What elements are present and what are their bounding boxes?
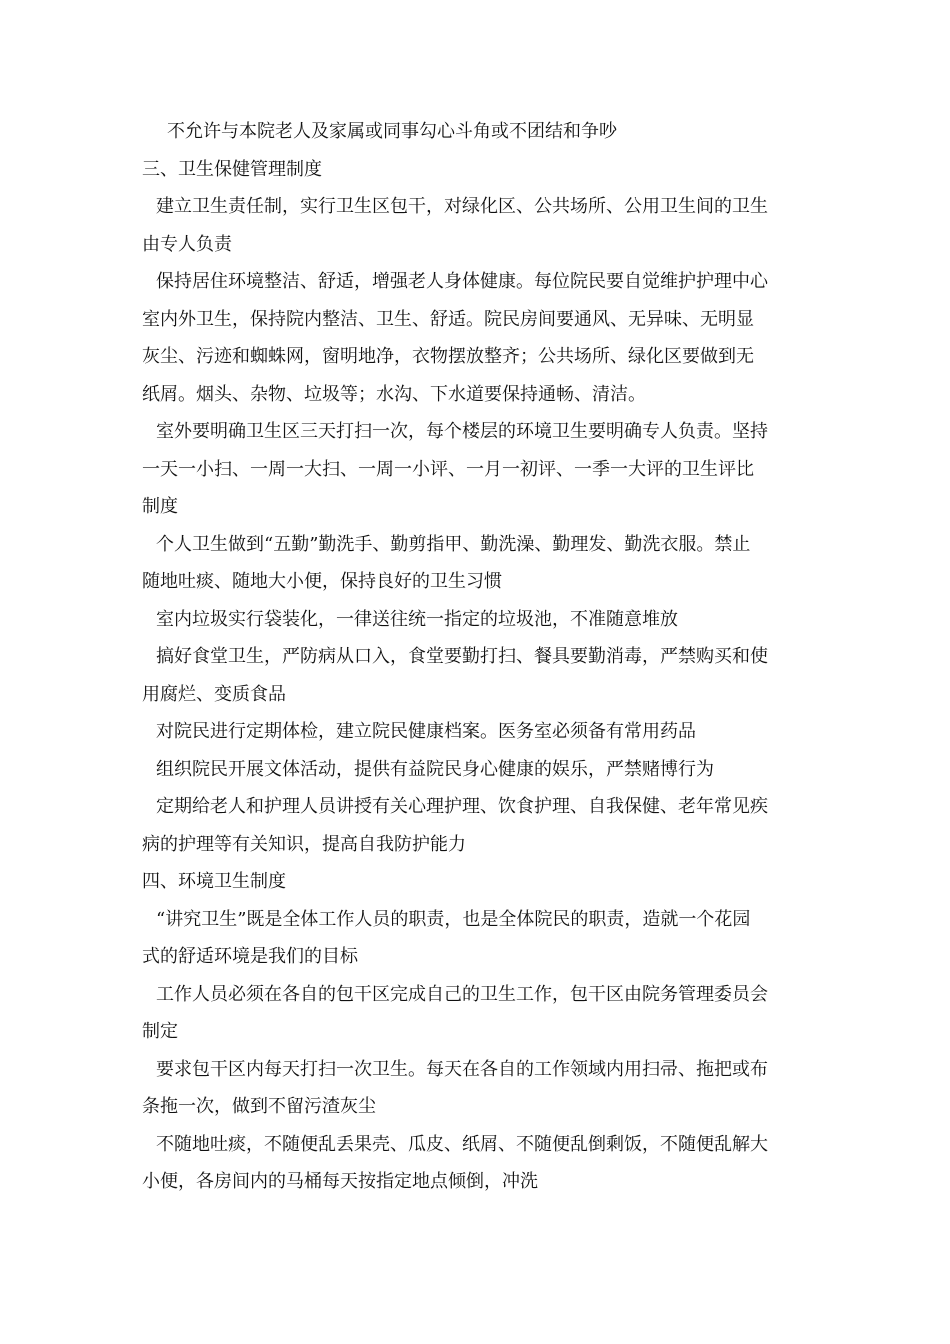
- text-line: 式的舒适环境是我们的目标: [142, 946, 358, 967]
- text-line: 建立卫生责任制，实行卫生区包干，对绿化区、公共场所、公用卫生间的卫生: [156, 196, 768, 217]
- text-line: 纸屑。烟头、杂物、垃圾等；水沟、下水道要保持通畅、清洁。: [142, 383, 646, 405]
- text-line: 小便，各房间内的马桶每天按指定地点倾倒，冲洗: [142, 1171, 538, 1192]
- text-line: 个人卫生做到“五勤”勤洗手、勤剪指甲、勤洗澡、勤理发、勤洗衣服。禁止: [156, 533, 751, 555]
- document-body: [142, 113, 812, 1201]
- text-line: 由专人负责: [142, 233, 232, 255]
- text-line: 保持居住环境整洁、舒适，增强老人身体健康。每位院民要自觉维护护理中心: [156, 271, 768, 292]
- text-line: 随地吐痰、随地大小便，保持良好的卫生习惯: [142, 571, 502, 592]
- text-line: 搞好食堂卫生，严防病从口入，食堂要勤打扫、餐具要勤消毒，严禁购买和使: [156, 646, 768, 667]
- text-line: 对院民进行定期体检，建立院民健康档案。医务室必须备有常用药品: [156, 721, 696, 742]
- text-line: “讲究卫生”既是全体工作人员的职责，也是全体院民的职责，造就一个花园: [156, 908, 751, 930]
- section-heading: 三、卫生保健管理制度: [142, 158, 322, 180]
- text-line: 制定: [142, 1021, 178, 1042]
- text-line: 条拖一次，做到不留污渣灰尘: [142, 1096, 376, 1117]
- text-line: 工作人员必须在各自的包干区完成自己的卫生工作，包干区由院务管理委员会: [156, 983, 768, 1005]
- section-heading: 四、环境卫生制度: [142, 871, 286, 892]
- text-line: 室内外卫生，保持院内整洁、卫生、舒适。院民房间要通风、无异味、无明显: [142, 308, 754, 330]
- text-line: 用腐烂、变质食品: [142, 683, 286, 705]
- text-line: 灰尘、污迹和蜘蛛网，窗明地净，衣物摆放整齐；公共场所、绿化区要做到无: [142, 346, 754, 367]
- text-line: 制度: [142, 496, 178, 517]
- text-line: 定期给老人和护理人员讲授有关心理护理、饮食护理、自我保健、老年常见疾: [156, 796, 768, 817]
- text-line: 组织院民开展文体活动，提供有益院民身心健康的娱乐，严禁赌博行为: [156, 758, 714, 780]
- text-line: 不随地吐痰，不随便乱丢果壳、瓜皮、纸屑、不随便乱倒剩饭，不随便乱解大: [156, 1133, 768, 1155]
- text-line: 病的护理等有关知识，提高自我防护能力: [142, 833, 466, 855]
- text-line: 要求包干区内每天打扫一次卫生。每天在各自的工作领域内用扫帚、拖把或布: [156, 1058, 768, 1080]
- text-line: 室内垃圾实行袋装化，一律送往统一指定的垃圾池，不准随意堆放: [156, 608, 678, 630]
- text-line: 室外要明确卫生区三天打扫一次，每个楼层的环境卫生要明确专人负责。坚持: [156, 421, 768, 442]
- text-line: 不允许与本院老人及家属或同事勾心斗角或不团结和争吵: [167, 121, 617, 142]
- text-line: 一天一小扫、一周一大扫、一周一小评、一月一初评、一季一大评的卫生评比: [142, 458, 754, 480]
